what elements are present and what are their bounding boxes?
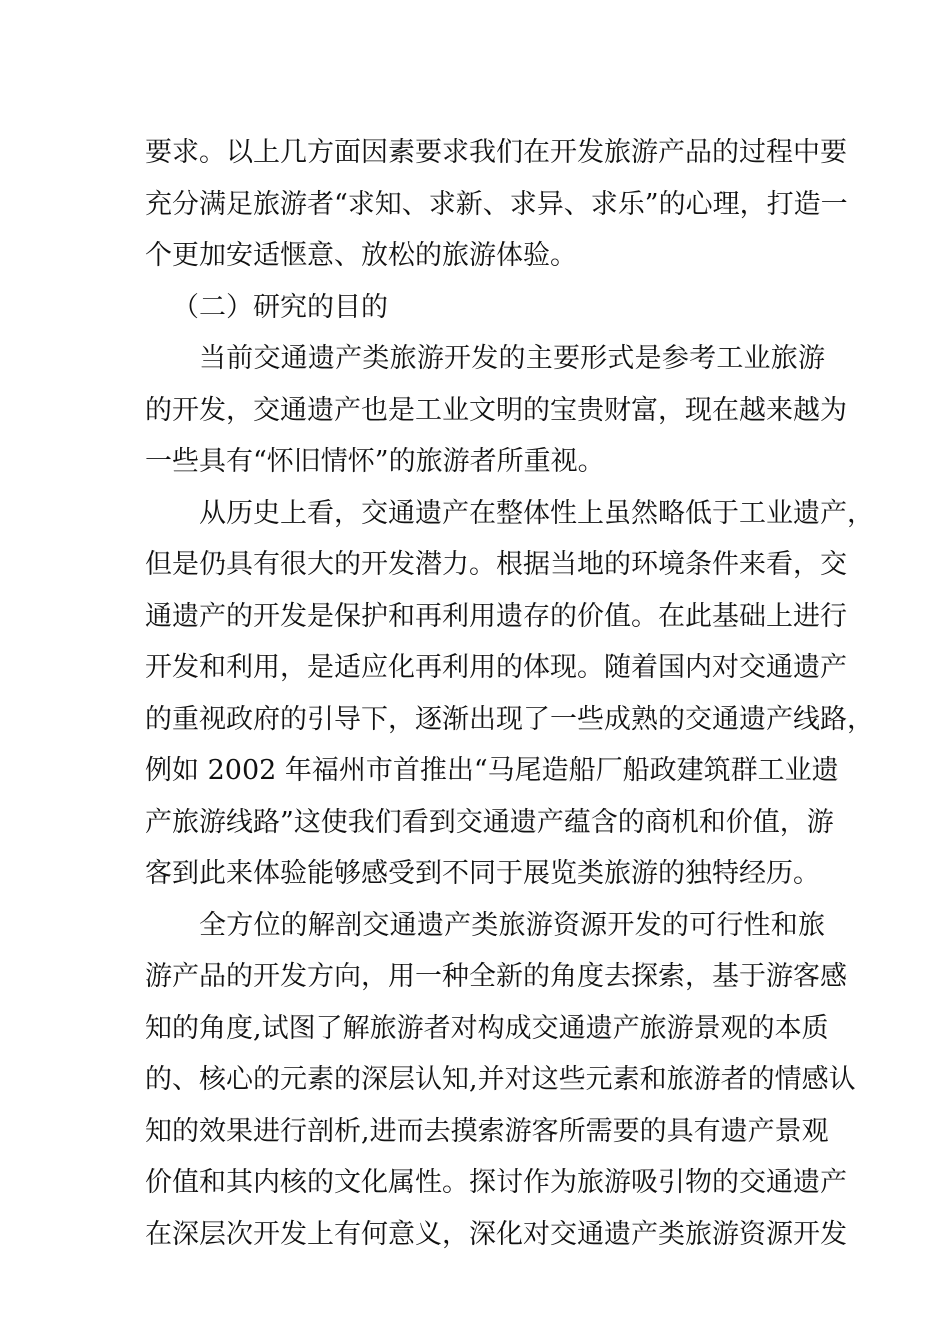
text-line: 充分满足旅游者“求知、求新、求异、求乐”的心理，打造一 [145,188,848,220]
text-line: 要求。以上几方面因素要求我们在开发旅游产品的过程中要 [145,137,847,168]
section-heading: （二）研究的目的 [172,291,388,323]
text-line: 个更加安适惬意、放松的旅游体验。 [145,240,577,271]
text-line: 通遗产的开发是保护和再利用遗存的价值。在此基础上进行 [145,600,847,632]
text-line: 知的效果进行剖析,进而去摸索游客所需要的具有遗产景观 [145,1115,829,1147]
body-text [145,127,874,1260]
text-line: 客到此来体验能够感受到不同于展览类旅游的独特经历。 [145,858,820,889]
text-line: 的、核心的元素的深层认知,并对这些元素和旅游者的情感认 [145,1064,856,1095]
text-line: 的开发，交通遗产也是工业文明的宝贵财富，现在越来越为 [145,394,847,426]
text-line: 游产品的开发方向，用一种全新的角度去探索，基于游客感 [145,961,847,992]
text-line: 的重视政府的引导下，逐渐出现了一些成熟的交通遗产线路， [145,703,874,735]
text-line: 从历史上看，交通遗产在整体性上虽然略低于工业遗产， [199,497,874,529]
text-line: 知的角度,试图了解旅游者对构成交通遗产旅游景观的本质 [145,1012,829,1044]
text-line: 例如 2002 年福州市首推出“马尾造船厂船政建筑群工业遗 [145,755,839,786]
text-line: 产旅游线路”这使我们看到交通遗产蕴含的商机和价值，游 [145,806,834,838]
text-line: 一些具有“怀旧情怀”的旅游者所重视。 [145,446,605,477]
text-line: 但是仍具有很大的开发潜力。根据当地的环境条件来看，交 [145,549,847,580]
text-line: 在深层次开发上有何意义，深化对交通遗产类旅游资源开发 [145,1218,847,1250]
text-line: 全方位的解剖交通遗产类旅游资源开发的可行性和旅 [199,909,825,941]
text-line: 价值和其内核的文化属性。探讨作为旅游吸引物的交通遗产 [145,1167,847,1198]
text-line: 开发和利用，是适应化再利用的体现。随着国内对交通遗产 [145,652,847,683]
text-line: 当前交通遗产类旅游开发的主要形式是参考工业旅游 [199,343,825,374]
